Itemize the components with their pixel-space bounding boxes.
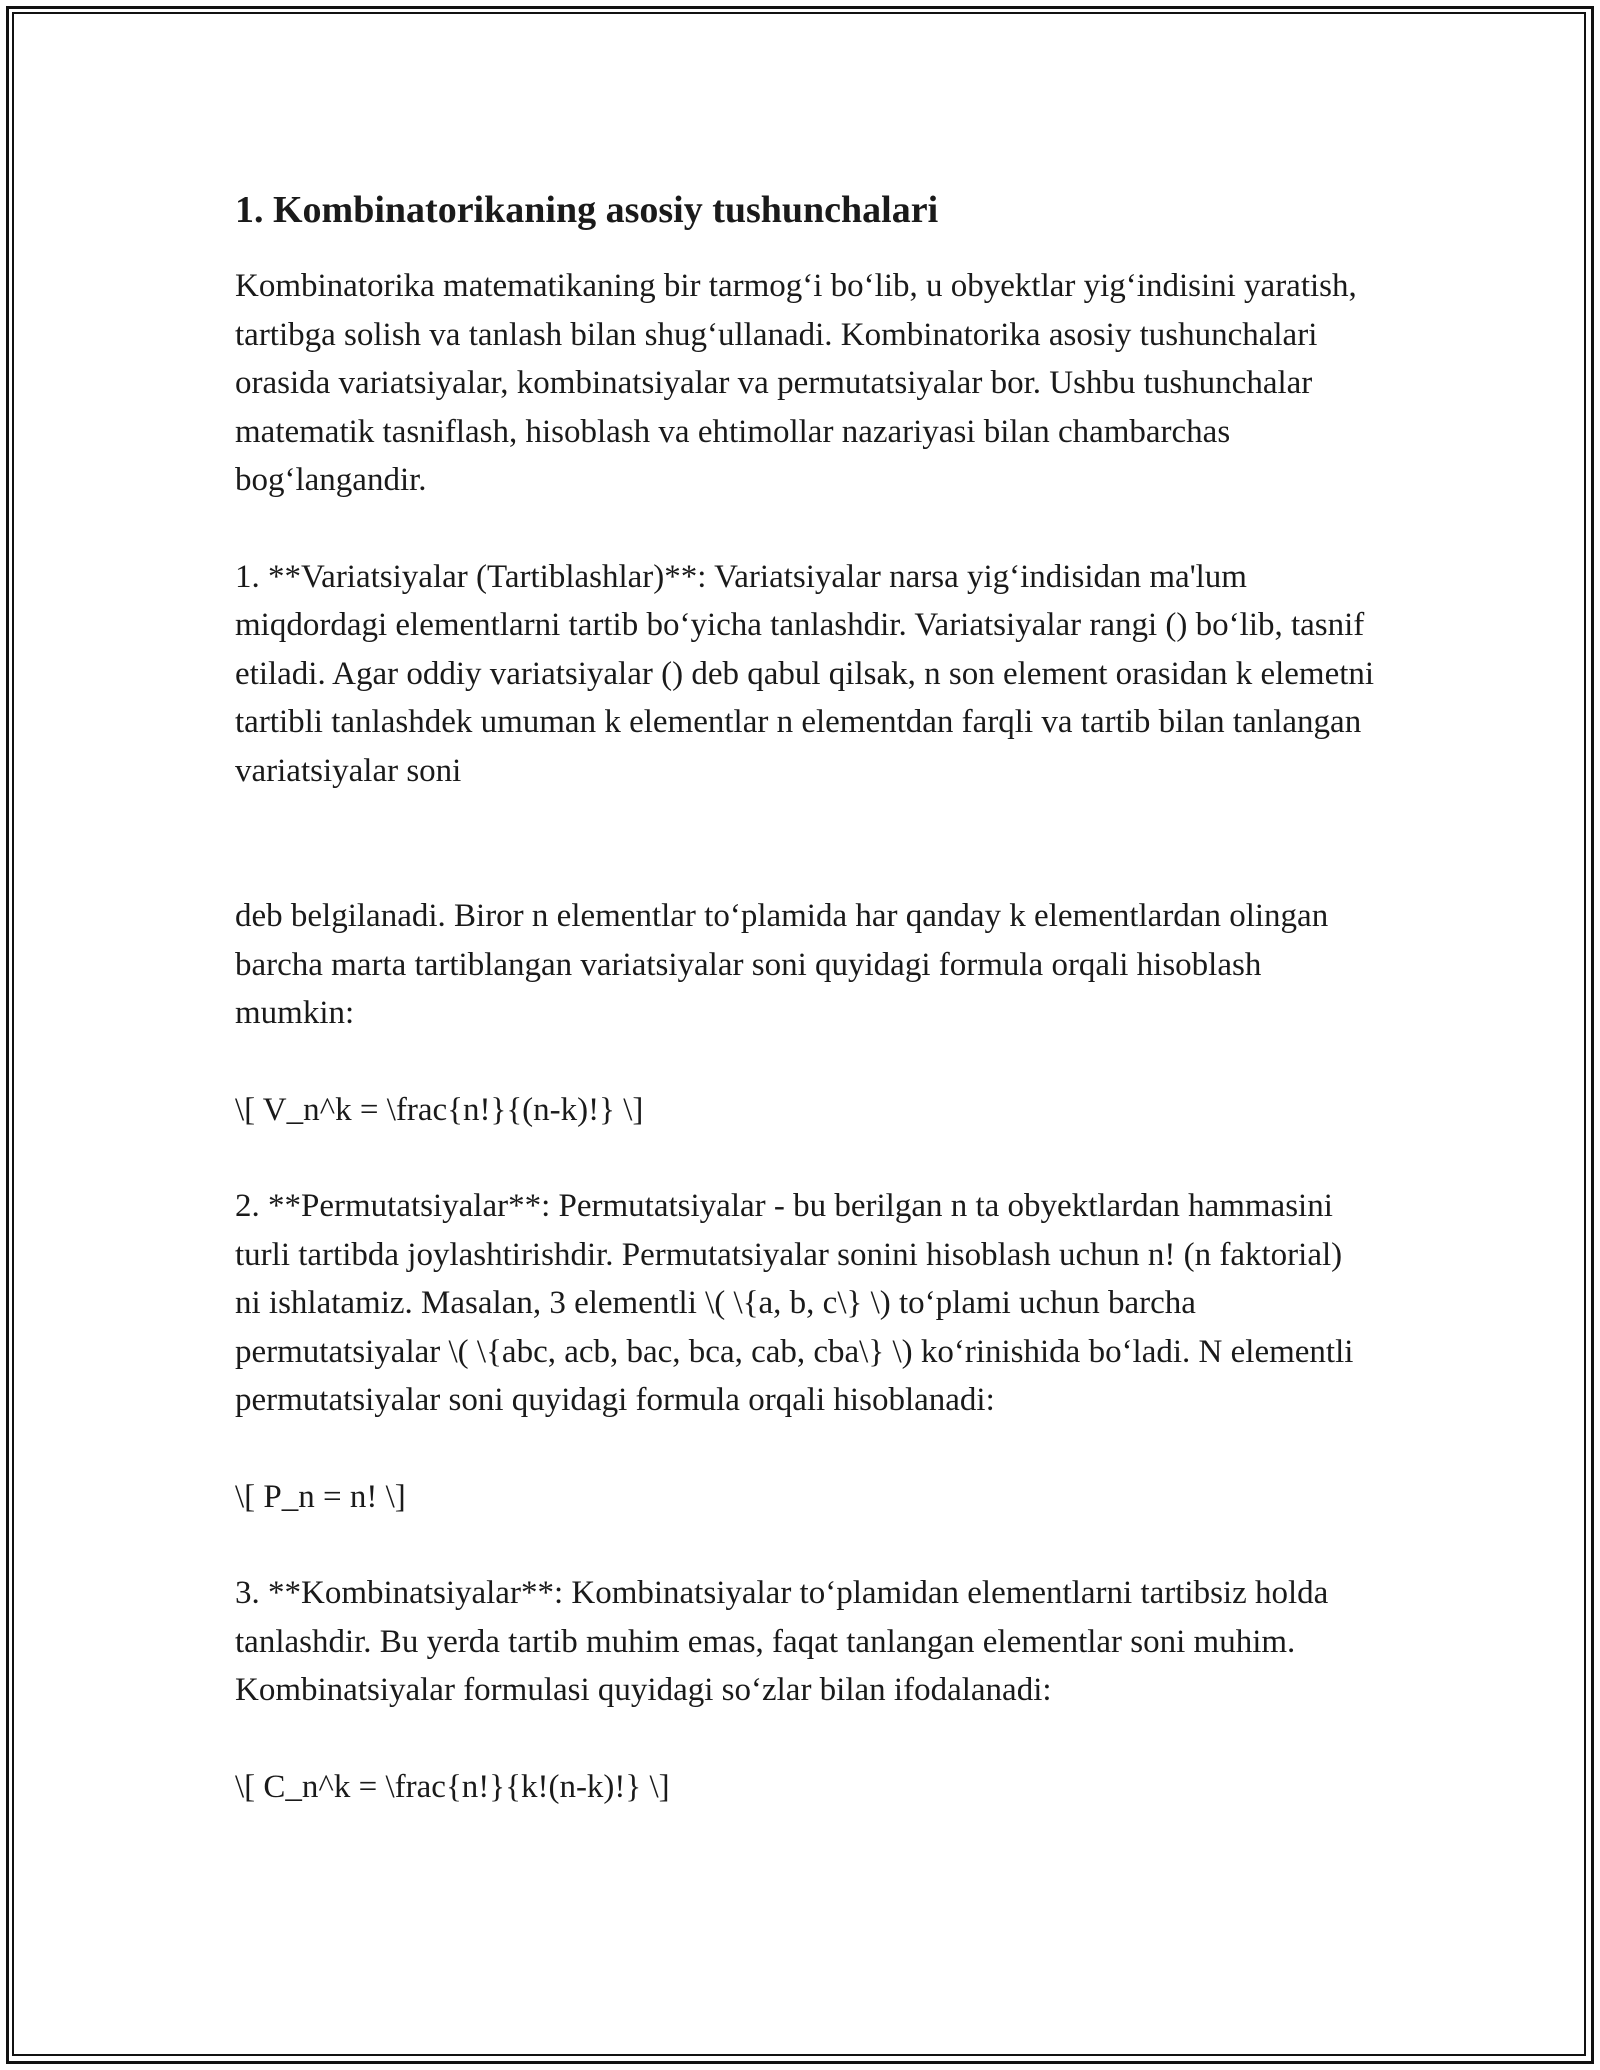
spacer bbox=[235, 1038, 1375, 1086]
intro-paragraph: Kombinatorika matematikaning bir tarmog‘i bo‘lib, u obyektlar yig‘indisini yaratish, tartibga solish va tanlash bilan shug‘ullanadi. Kombinatorika asosiy tushunchalari orasida variatsiyalar, kombinatsiyalar va permutatsiyalar bor. Ushbu tushunchalar matematik tasniflash, hisoblash va ehtimollar nazariyasi bilan chambarchas bog‘langandir. bbox=[235, 268, 1357, 498]
variations-paragraph: 1. **Variatsiyalar (Tartiblashlar)**: Variatsiyalar narsa yig‘indisidan ma'lum miqdordagi elementlarni tartib bo‘yicha tanlashdir. Variatsiyalar rangi () bo‘lib, tasnif etiladi. Agar oddiy variatsiyalar () deb qabul qilsak, n son element orasidan k elemetni tartibli tanlashdek umuman k elementlar n elementdan farqli va tartib bilan tanlangan variatsiyalar soni bbox=[235, 558, 1375, 789]
spacer bbox=[235, 1425, 1375, 1473]
combinations-formula: \[ C_n^k = \frac{n!}{k!(n-k)!} \] bbox=[235, 1768, 670, 1805]
variations-formula: \[ V_n^k = \frac{n!}{(n-k)!} \] bbox=[235, 1091, 644, 1128]
variations-continued-paragraph: deb belgilanadi. Biror n elementlar to‘plamida har qanday k elementlardan olingan barcha marta tartiblangan variatsiyalar soni quyidagi formula orqali hisoblash mumkin: bbox=[235, 898, 1329, 1031]
permutations-formula: \[ P_n = n! \] bbox=[235, 1478, 406, 1515]
section-heading: 1. Kombinatorikaning asosiy tushunchalari bbox=[235, 189, 939, 231]
permutations-paragraph: 2. **Permutatsiyalar**: Permutatsiyalar - bu berilgan n ta obyektlardan hammasini turli tartibda joylashtirishdir. Permutatsiyalar sonini hisoblash uchun n! (n faktorial) ni ishlatamiz. Masalan, 3 elementli \( \{a, b, c\} \) to‘plami uchun barcha permutatsiyalar \( \{abc, acb, bac, bca, cab, cba\} \) ko‘rinishida bo‘ladi. N elementli permutatsiyalar soni quyidagi formula orqali hisoblanadi: bbox=[235, 1188, 1354, 1418]
spacer bbox=[235, 1521, 1375, 1569]
spacer bbox=[235, 505, 1375, 553]
spacer bbox=[235, 1134, 1375, 1182]
spacer bbox=[235, 795, 1375, 892]
combinations-paragraph: 3. **Kombinatsiyalar**: Kombinatsiyalar to‘plamidan elementlarni tartibsiz holda tanlashdir. Bu yerda tartib muhim emas, faqat tanlangan elementlar soni muhim. Kombinatsiyalar formulasi quyidagi so‘zlar bilan ifodalanadi: bbox=[235, 1575, 1329, 1708]
document-body bbox=[235, 186, 1375, 1811]
spacer bbox=[235, 1715, 1375, 1763]
